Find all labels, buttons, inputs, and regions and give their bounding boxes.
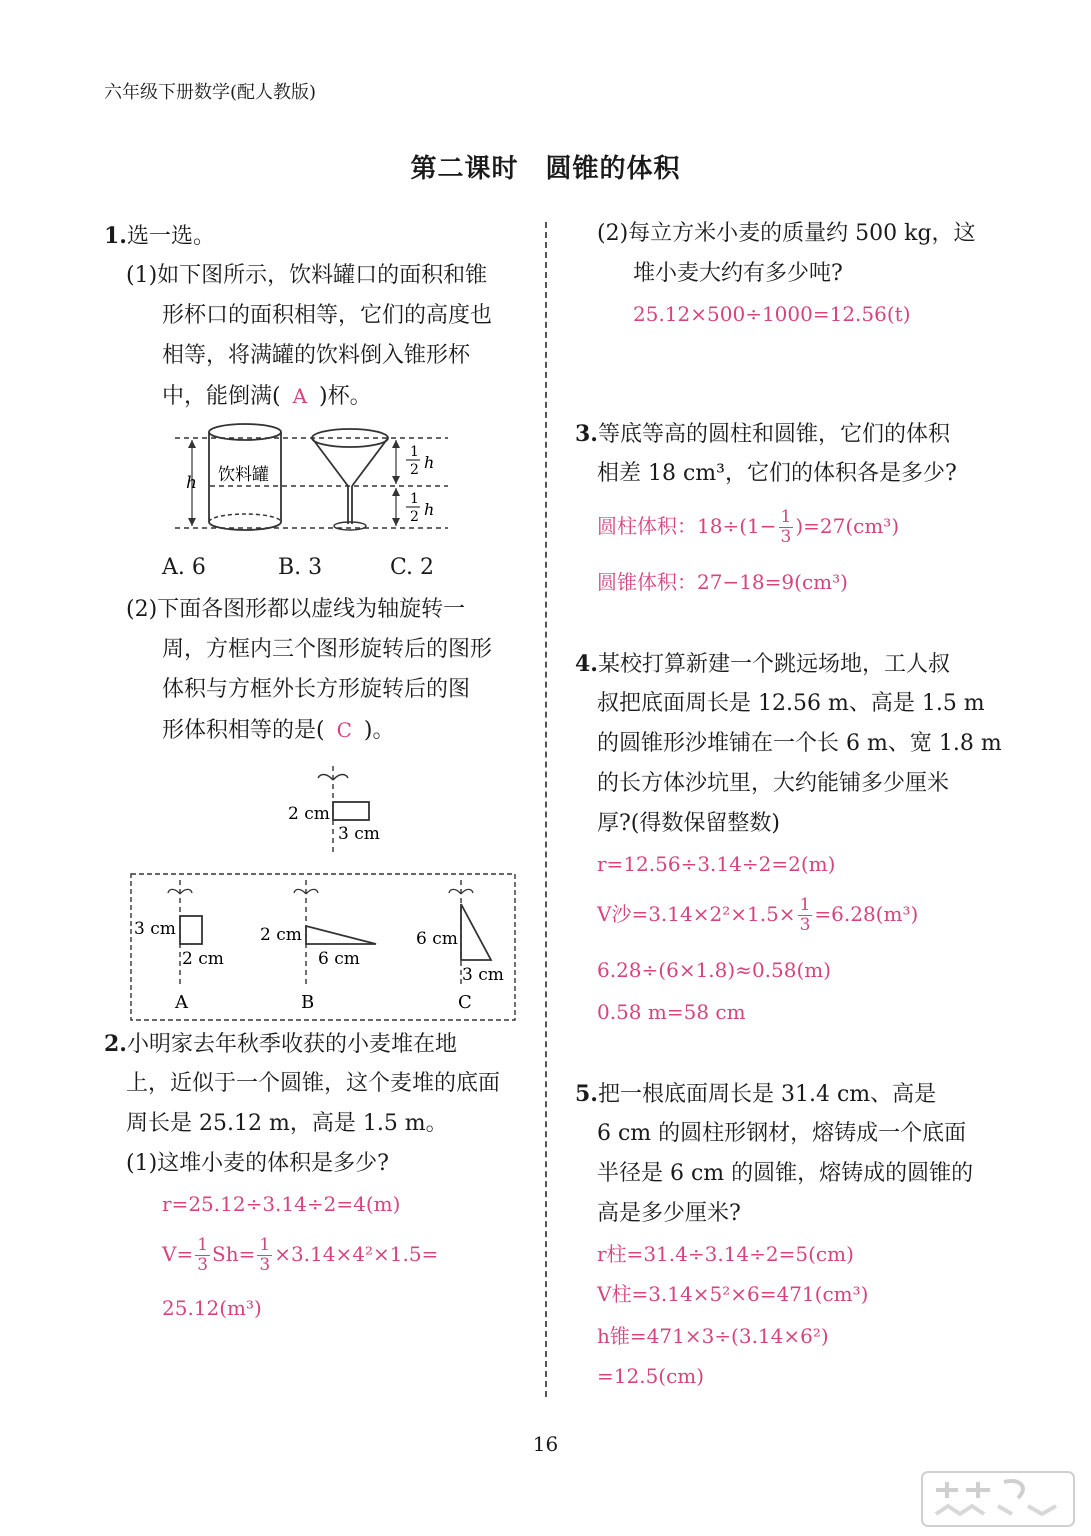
page-number: 16: [532, 1432, 559, 1456]
q3-answer-1: 圆柱体积：18÷(1− $\frac{1}{3}$ )=27(cm³): [597, 507, 900, 547]
svg-text:2 cm: 2 cm: [182, 949, 224, 969]
can-label: 饮料罐: [218, 465, 269, 485]
q4-answer-2: V沙=3.14×2²×1.5× $\frac{1}{3}$ =6.28(m³): [597, 895, 919, 935]
svg-text:1: 1: [410, 491, 419, 507]
svg-text:3 cm: 3 cm: [462, 965, 504, 985]
svg-text:3 cm: 3 cm: [134, 919, 176, 939]
can-and-cone-figure: [170, 418, 460, 546]
q1p1-answer: A: [292, 384, 308, 408]
q1-heading: [104, 216, 215, 257]
svg-text:2 cm: 2 cm: [288, 804, 330, 824]
q2p1-question: (1)这堆小麦的体积是多少?: [126, 1151, 389, 1176]
svg-text:6 cm: 6 cm: [416, 929, 458, 949]
q2-number: 2.: [104, 1031, 127, 1057]
can-top: [209, 424, 281, 440]
q5-line-3: 半径是 6 cm 的圆锥，熔铸成的圆锥的: [597, 1161, 974, 1186]
column-divider: [545, 222, 547, 1397]
q4-answer-1: r=12.56÷3.14÷2=2(m): [597, 852, 836, 876]
q4-line-4: 的长方体沙坑里，大约能铺多少厘米: [597, 771, 950, 796]
lesson-title: 第二课时 圆锥的体积: [410, 154, 681, 184]
q4-line-1: 4.某校打算新建一个跳远场地，工人叔: [575, 651, 950, 677]
q2-line-2: 上，近似于一个圆锥，这个麦堆的底面: [126, 1071, 501, 1096]
q4-line-5: 厚?(得数保留整数): [597, 811, 780, 836]
book-header: 六年级下册数学(配人教版): [104, 82, 317, 103]
q2p1-answer-1: r=25.12÷3.14÷2=4(m): [162, 1192, 401, 1216]
q4-number: 4.: [575, 651, 598, 677]
q3-answer-2: 圆锥体积：27−18=9(cm³): [597, 570, 848, 594]
q2p2-line-2: 堆小麦大约有多少吨?: [633, 261, 843, 286]
option-b-label: B: [301, 992, 315, 1013]
q5-answer-4: =12.5(cm): [597, 1364, 705, 1388]
q2-line-1: 2.小明家去年秋季收获的小麦堆在地: [104, 1031, 457, 1057]
q1p2-line-3: 体积与方框外长方形旋转后的图: [162, 677, 471, 702]
q1p2-line-2: 周，方框内三个图形旋转后的图形: [162, 637, 493, 662]
q4-answer-3: 6.28÷(6×1.8)≈0.58(m): [597, 958, 832, 982]
q1p2-answer: C: [336, 718, 352, 742]
q1p1-option-b: B. 3: [278, 555, 323, 580]
q2p2-answer: 25.12×500÷1000=12.56(t): [633, 302, 911, 326]
half-height-label-lower: h: [424, 500, 435, 519]
svg-text:6 cm: 6 cm: [318, 949, 360, 969]
option-b-triangle: [306, 926, 376, 944]
q2-line-3: 周长是 25.12 m，高是 1.5 m。: [126, 1111, 448, 1136]
svg-text:1: 1: [410, 444, 419, 460]
svg-text:2 cm: 2 cm: [260, 925, 302, 945]
option-c-label: C: [458, 992, 472, 1013]
q1p1-option-a: A. 6: [162, 555, 206, 580]
q1p1-option-c: C. 2: [390, 555, 435, 580]
option-c-triangle: [461, 904, 491, 960]
q4-line-2: 叔把底面周长是 12.56 m、高是 1.5 m: [597, 691, 985, 716]
svg-text:2: 2: [410, 509, 419, 525]
svg-text:3 cm: 3 cm: [338, 824, 380, 844]
q1p1-line-1: (1)如下图所示，饮料罐口的面积和锥: [126, 263, 488, 288]
half-height-label-upper: h: [424, 453, 435, 472]
q4-answer-4: 0.58 m=58 cm: [597, 1000, 746, 1024]
option-a-rectangle: [180, 916, 202, 944]
height-label: h: [186, 473, 197, 493]
q3-number: 3.: [575, 421, 598, 447]
q2p2-line-1: (2)每立方米小麦的质量约 500 kg，这: [597, 221, 976, 246]
q2p1-answer-2: V= $\frac{1}{3}$ Sh= $\frac{1}{3}$ ×3.14×4²×1.5=: [162, 1235, 439, 1275]
q5-answer-3: h锥=471×3÷(3.14×6²): [597, 1324, 829, 1348]
top-rectangle: [333, 802, 369, 820]
svg-text:2: 2: [410, 462, 419, 478]
q1p2-line-1: (2)下面各图形都以虚线为轴旋转一: [126, 597, 466, 622]
rotation-shapes-figure: [128, 762, 520, 1024]
q1p1-line-2: 形杯口的面积相等，它们的高度也: [162, 303, 493, 328]
q1p2-line-4: 形体积相等的是( C )。: [162, 718, 395, 743]
q5-line-2: 6 cm 的圆柱形钢材，熔铸成一个底面: [597, 1121, 967, 1146]
option-a-label: A: [175, 992, 188, 1013]
watermark-logo: [918, 1468, 1078, 1530]
q1p1-line-3: 相等，将满罐的饮料倒入锥形杯: [162, 343, 471, 368]
q5-line-1: 5.把一根底面周长是 31.4 cm、高是: [575, 1081, 937, 1107]
q3-line-2: 相差 18 cm³，它们的体积各是多少?: [597, 461, 957, 486]
q1-number: 1.: [104, 223, 127, 249]
q1p1-line-4: 中，能倒满( A )杯。: [162, 384, 372, 409]
q1-label: 选一选。: [126, 224, 215, 249]
q3-line-1: 3.等底等高的圆柱和圆锥，它们的体积: [575, 421, 950, 447]
q5-answer-2: V柱=3.14×5²×6=471(cm³): [597, 1282, 869, 1306]
q2p1-answer-3: 25.12(m³): [162, 1296, 262, 1320]
q5-line-4: 高是多少厘米?: [597, 1201, 741, 1226]
q5-answer-1: r柱=31.4÷3.14÷2=5(cm): [597, 1242, 854, 1266]
q5-number: 5.: [575, 1081, 598, 1107]
q4-line-3: 的圆锥形沙堆铺在一个长 6 m、宽 1.8 m: [597, 731, 1002, 756]
